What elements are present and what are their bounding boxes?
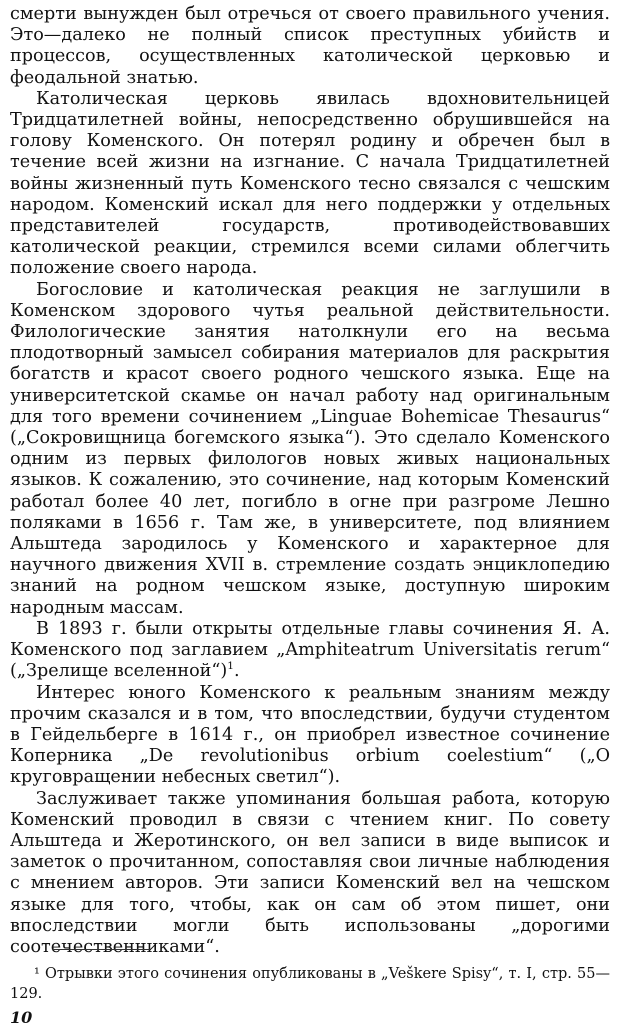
footnote-divider xyxy=(52,949,150,950)
page-number: 10 xyxy=(10,1008,33,1027)
footnote: ¹ Отрывки этого сочинения опубликованы в „Veškere Spisy“, т. I, стр. 55—129. xyxy=(10,966,610,1002)
main-text xyxy=(10,4,610,958)
paragraph-6: Заслуживает также упоминания большая работа, которую Коменский проводил в связи с чтением книг. По совету Альштеда и Жеротинского, он вел записи в виде выписок и заметок о прочитанном, сопоставляя свои личные наблюдения с мнением авторов. Эти записи Коменский вел на чешском языке для того, чтобы, как он сам об этом пишет, они впоследствии могли быть использованы „дорогими соотечественниками“. xyxy=(10,788,610,957)
paragraph-2: Католическая церковь явилась вдохновительницей Тридцатилетней войны, непосредственно обрушившейся на голову Коменского. Он потерял родину и обречен был в течение всей жизни на изгнание. С начала Тридцатилетней войны жизненный путь Коменского тесно связался с чешским народом. Коменский искал для него поддержки у отдельных представителей государств, противодействовавших католической реакции, стремился всеми силами облегчить положение своего народа. xyxy=(10,88,610,279)
paragraph-1: смерти вынужден был отречься от своего правильного учения. Это—далеко не полный список преступных убийств и процессов, осуществленных католической церковью и феодальной знатью. xyxy=(10,4,610,88)
paragraph-3: Богословие и католическая реакция не заглушили в Коменском здорового чутья реальной действительности. Филологические занятия натолкнули его на весьма плодотворный замысел собирания материалов для раскрытия богатств и красот своего родного чешского языка. Еще на университетской скамье он начал работу над оригинальным для того времени сочинением „Linguae Bohemicae Thesaurus“ („Сокровищница богемского языка“). Это сделало Коменского одним из первых филологов новых живых национальных языков. К сожалению, это сочинение, над которым Коменский работал более 40 лет, погибло в огне при разгроме Лешно поляками в 1656 г. Там же, в университете, под влиянием Альштеда зародилось у Коменского и характерное для научного движения XVII в. стремление создать энциклопедию знаний на родном чешском языке, доступную широким народным массам. xyxy=(10,279,610,618)
paragraph-4-text: В 1893 г. были открыты отдельные главы сочинения Я. А. Коменского под заглавием „Amphiteatrum Universitatis rerum“ („Зрелище вселенной“) xyxy=(10,618,610,682)
paragraph-4: В 1893 г. были открыты отдельные главы сочинения Я. А. Коменского под заглавием „Amphiteatrum Universitatis rerum“ („Зрелище вселенной“)$^1$. xyxy=(10,618,610,682)
footnote-reference: 1 xyxy=(227,660,234,673)
paragraph-5: Интерес юного Коменского к реальным знаниям между прочим сказался и в том, что впоследствии, будучи студентом в Гейдельберге в 1614 г., он приобрел известное сочинение Коперника „De revolutionibus orbium coelestium“ („О круговращении небесных светил“). xyxy=(10,682,610,788)
